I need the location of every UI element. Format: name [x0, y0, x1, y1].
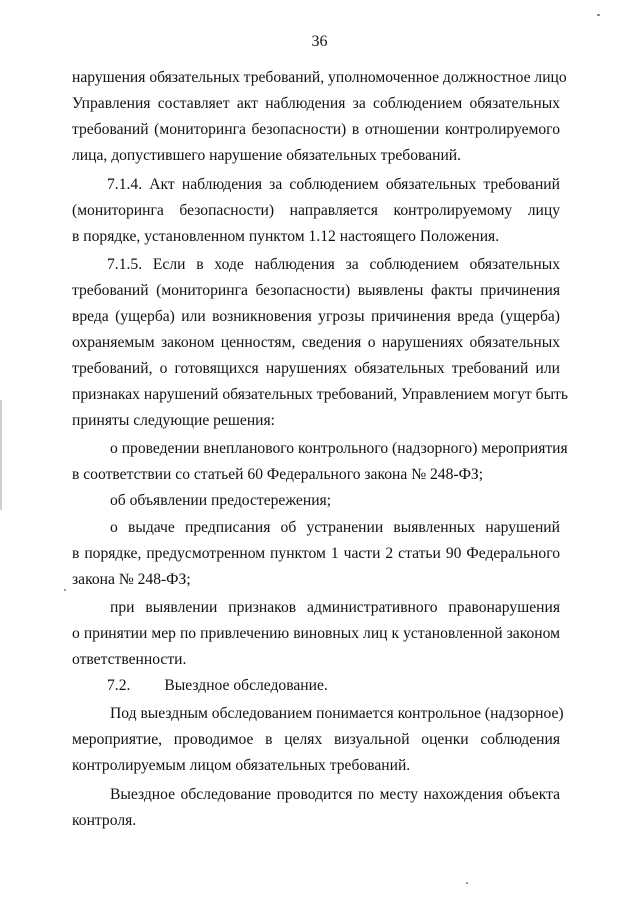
text-line: при выявлении признаков административного правонарушения	[110, 599, 560, 616]
text-line: об объявлении предостережения;	[110, 492, 332, 509]
text-line: признаках нарушений обязательных требований, Управлением могут быть	[72, 386, 568, 403]
text-line: вреда (ущерба) или возникновения угрозы причинения вреда (ущерба)	[72, 308, 560, 325]
text-line: Управления составляет акт наблюдения за соблюдением обязательных	[72, 95, 560, 112]
text-line: приняты следующие решения:	[72, 412, 276, 429]
text-line: требований, о готовящихся нарушениях обязательных требований или	[72, 360, 560, 377]
text-line: мероприятие, проводимое в целях визуальной оценки соблюдения	[72, 731, 560, 748]
text-line: нарушения обязательных требований, уполномоченное должностное лицо	[72, 69, 567, 86]
text-line: о выдаче предписания об устранении выявленных нарушений	[110, 519, 560, 536]
scan-edge	[0, 400, 2, 510]
text-line: 7.1.5. Если в ходе наблюдения за соблюдением обязательных	[107, 256, 560, 273]
section-number: 7.2.	[107, 677, 131, 694]
text-line: контроля.	[72, 812, 137, 829]
text-line: в порядке, предусмотренном пунктом 1 части 2 статьи 90 Федерального	[72, 545, 560, 562]
text-line: в соответствии со статьей 60 Федерального закона № 248-ФЗ;	[72, 466, 484, 483]
text-line: о проведении внепланового контрольного (надзорного) мероприятия	[110, 440, 568, 457]
text-line: Под выездным обследованием понимается контрольное (надзорное)	[110, 705, 564, 722]
text-line: Выездное обследование проводится по месту нахождения объекта	[110, 786, 560, 803]
text-line: ответственности.	[72, 651, 187, 668]
text-line: требований (мониторинга безопасности) в отношении контролируемого	[72, 121, 560, 138]
text-line: охраняемым законом ценностям, сведения о нарушениях обязательных	[72, 334, 560, 351]
text-line: требований (мониторинга безопасности) выявлены факты причинения	[72, 282, 560, 299]
text-line: о принятии мер по привлечению виновных лиц к установленной законом	[72, 625, 560, 642]
section-title: Выездное обследование.	[164, 677, 328, 694]
scan-speck	[597, 14, 600, 16]
section-heading	[107, 676, 560, 696]
scan-speck	[466, 882, 468, 884]
text-line: закона № 248-ФЗ;	[72, 571, 191, 588]
text-line: в порядке, установленном пунктом 1.12 настоящего Положения.	[72, 228, 500, 245]
page-number: 36	[311, 33, 328, 50]
scan-speck	[64, 589, 66, 591]
text-line: контролируемым лицом обязательных требований.	[72, 757, 411, 774]
text-line: 7.1.4. Акт наблюдения за соблюдением обязательных требований	[107, 176, 560, 193]
text-line: лица, допустившего нарушение обязательных требований.	[72, 147, 462, 164]
text-line: (мониторинга безопасности) направляется контролируемому лицу	[72, 202, 560, 219]
